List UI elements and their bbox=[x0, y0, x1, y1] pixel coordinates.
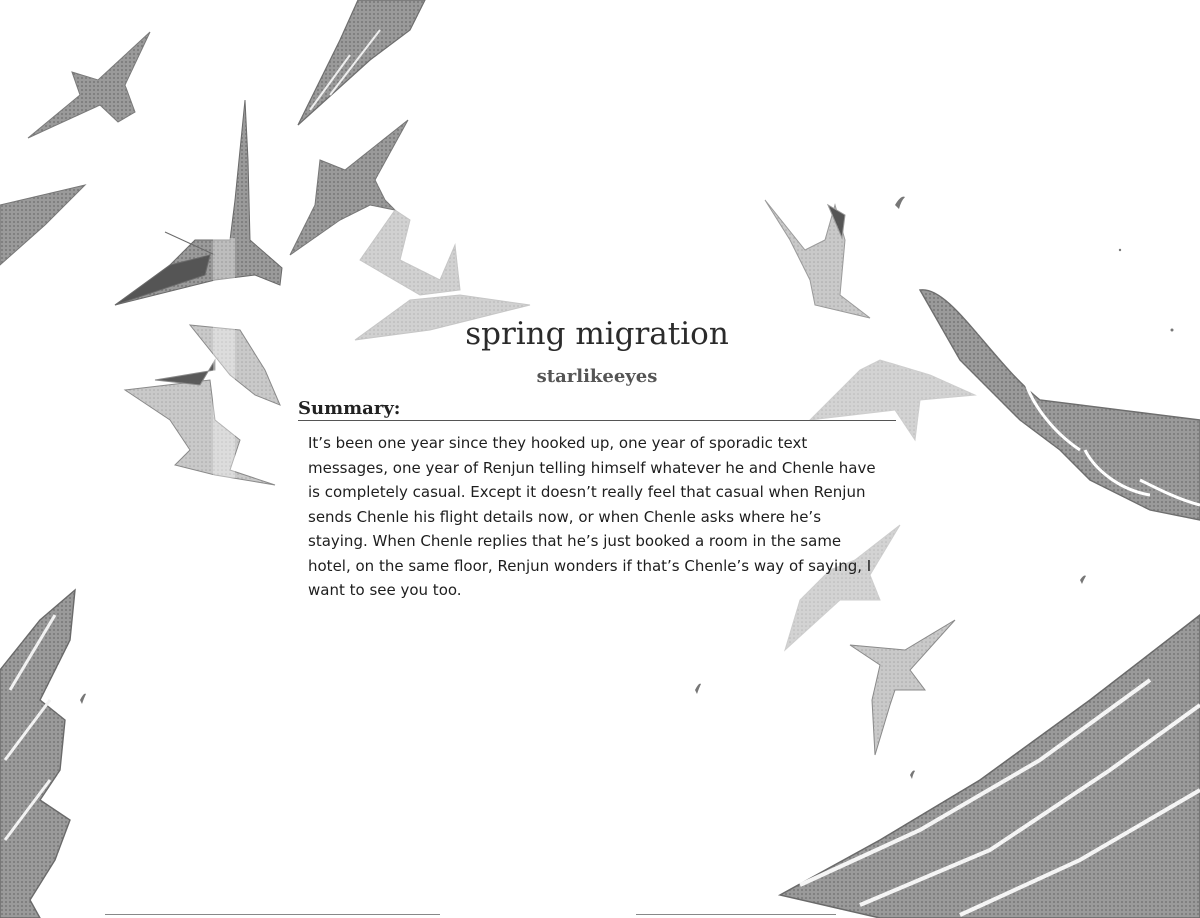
work-header bbox=[298, 312, 896, 603]
wing-right-middle bbox=[920, 290, 1200, 520]
bird-top-left bbox=[28, 32, 150, 138]
summary-text: It’s been one year since they hooked up, one year of sporadic text messages, one year of Renjun telling himself whatever he and Chenle have is completely casual. Except it doesn’t really feel that casual when Renjun sends Chenle his flight details now, or when Chenle asks where he’s staying. When Chenle replies that he’s just booked a room in the same hotel, on the same floor, Renjun wonders if that’s Chenle’s way of saying, I want to see you too. bbox=[308, 434, 876, 599]
work-title: spring migration bbox=[465, 316, 729, 352]
bird-lower-right bbox=[850, 620, 955, 755]
bird-left-large bbox=[115, 100, 282, 305]
wing-lower-left bbox=[0, 590, 75, 918]
wing-top-center bbox=[298, 0, 425, 125]
panel-edge-strip bbox=[213, 238, 235, 478]
bottom-divider-left bbox=[105, 914, 440, 915]
bird-upper-right bbox=[765, 200, 870, 318]
bird-lower-left bbox=[125, 325, 280, 485]
bottom-divider-right bbox=[636, 914, 836, 915]
work-author[interactable]: starlikeeyes bbox=[536, 366, 658, 387]
wing-lower-right bbox=[780, 615, 1200, 918]
wing-left-edge bbox=[0, 185, 85, 265]
summary-heading: Summary: bbox=[298, 398, 896, 421]
